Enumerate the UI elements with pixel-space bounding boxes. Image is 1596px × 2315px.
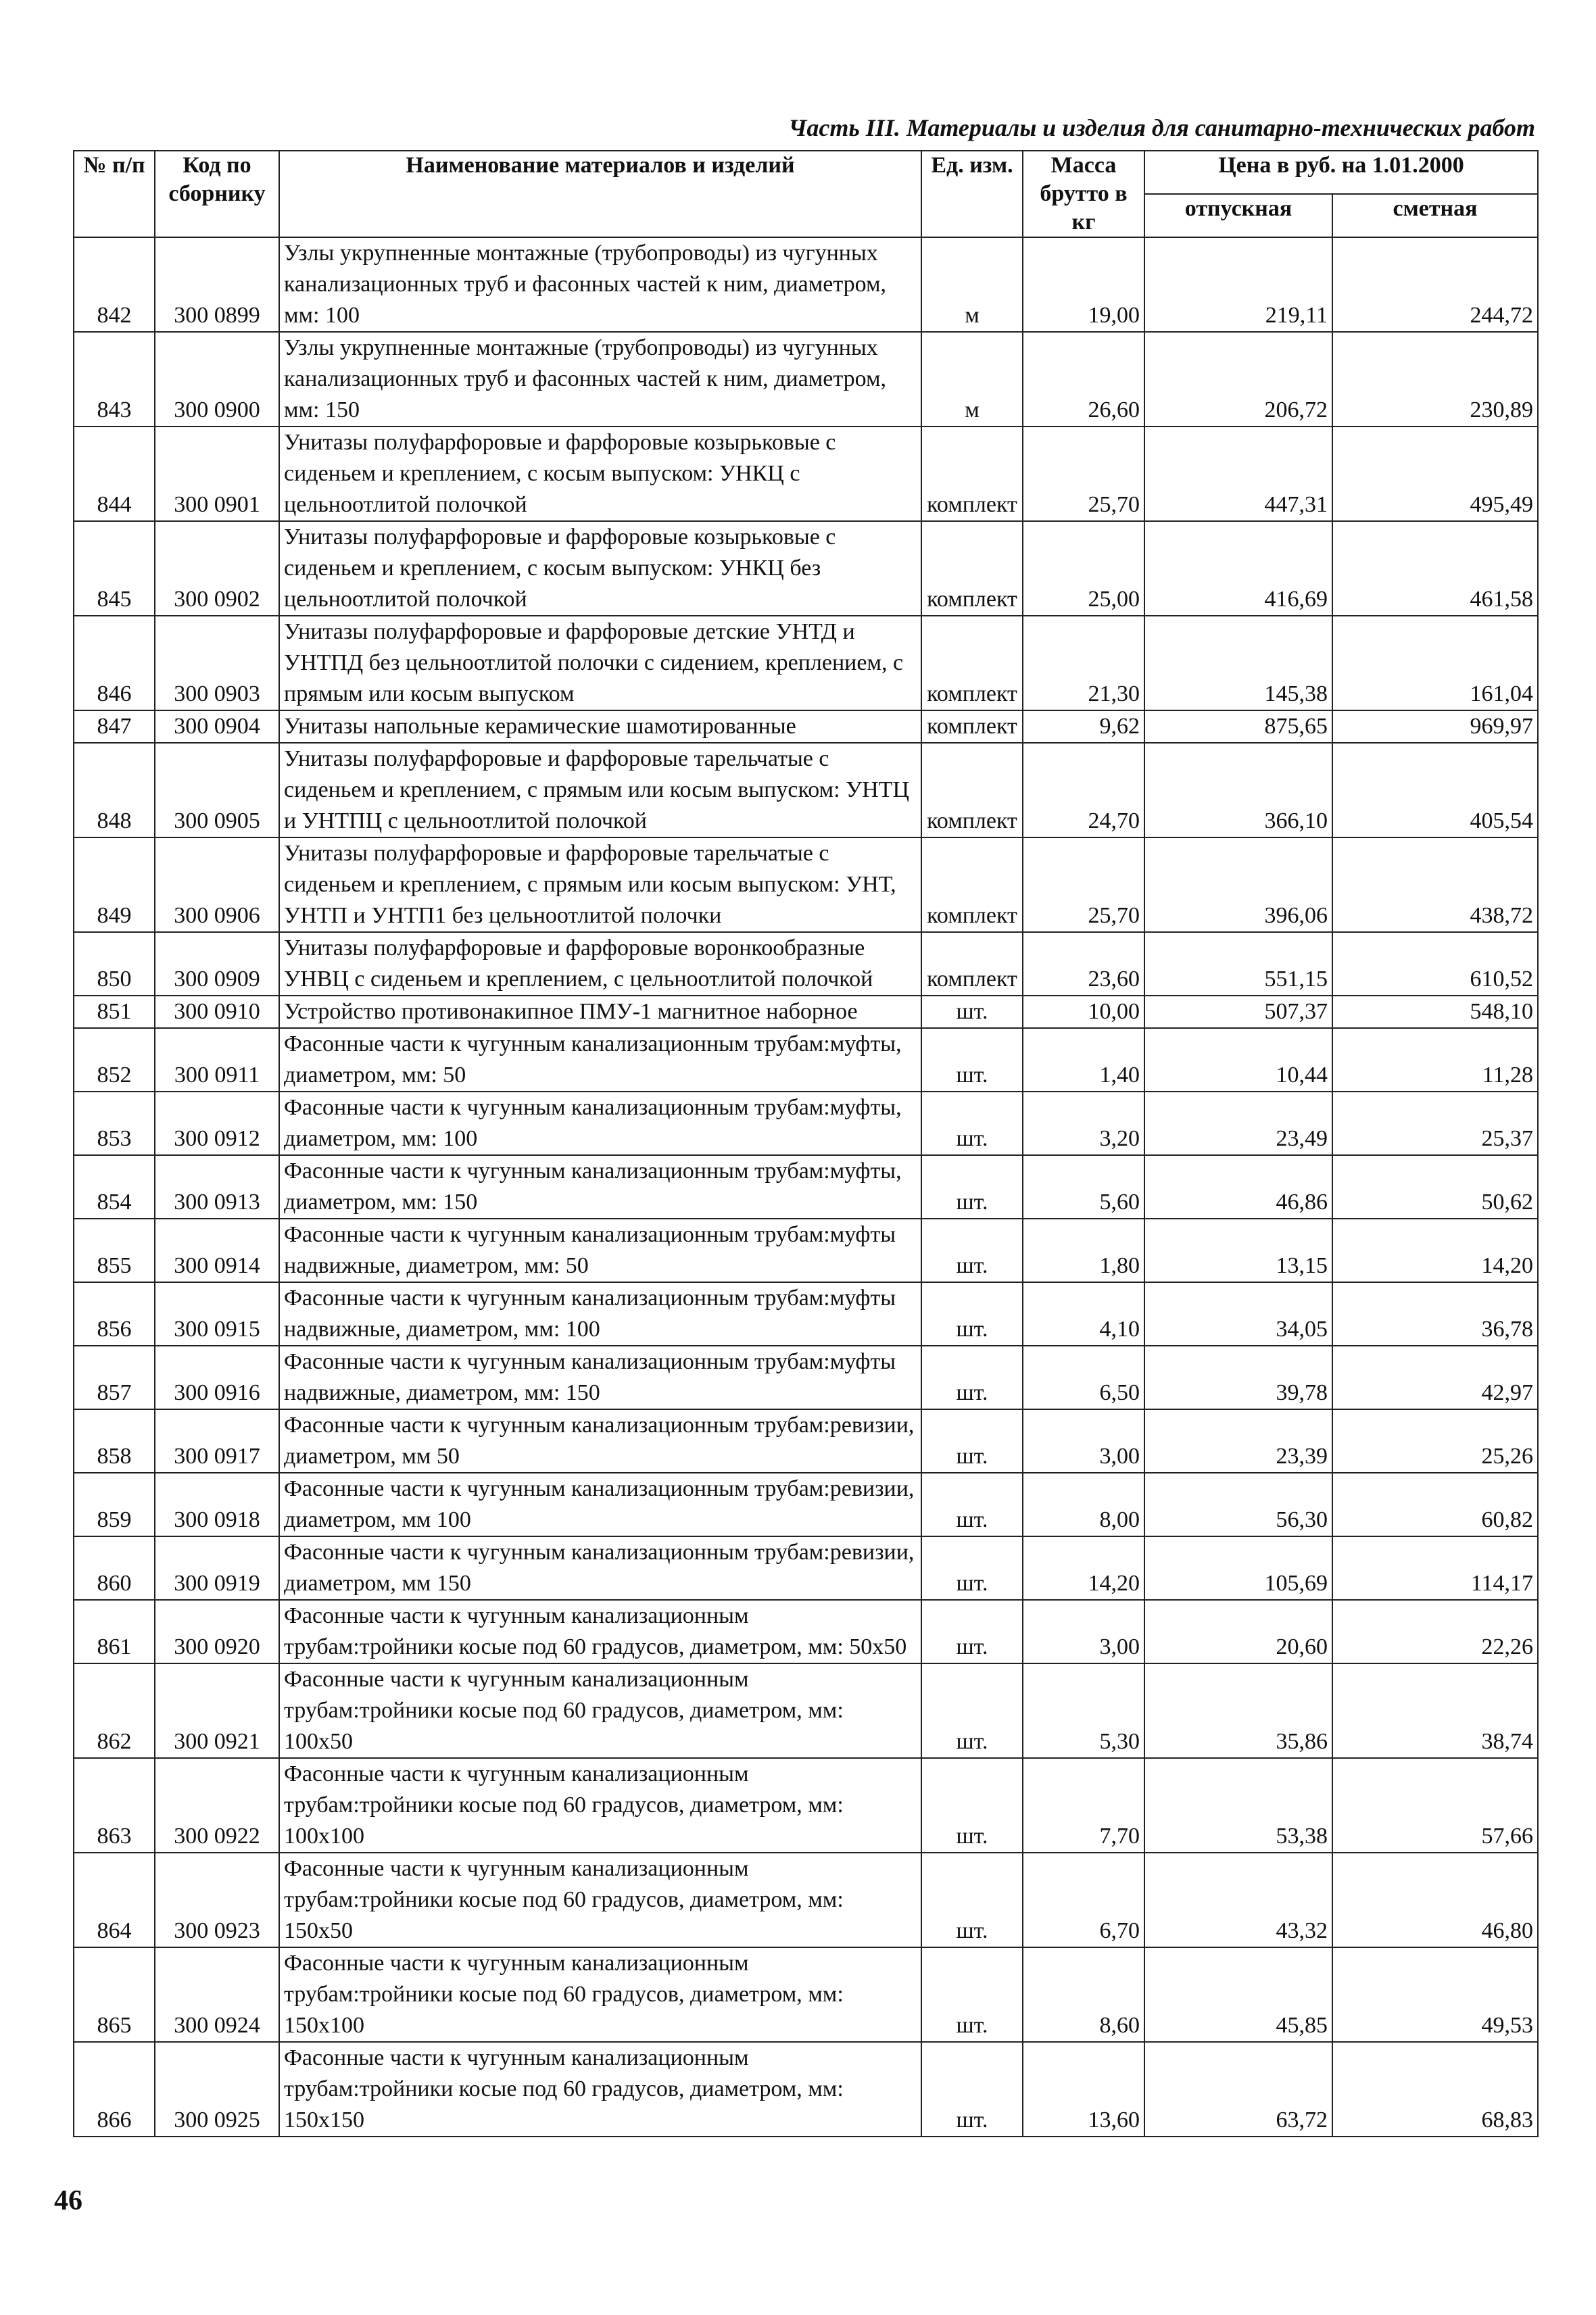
table-row [74, 1600, 1538, 1663]
row-price-estimate-cell: 22,26 [1332, 1600, 1538, 1663]
table-row [74, 427, 1538, 521]
row-name-cell: Узлы укрупненные монтажные (трубопроводы) из чугунных канализационных труб и фасонных частей к ним, диаметром, мм: 150 [279, 332, 921, 427]
row-price-release-cell: 35,86 [1144, 1663, 1332, 1758]
row-num-cell: 855 [74, 1219, 155, 1282]
row-num-cell: 850 [74, 932, 155, 996]
row-mass-cell: 14,20 [1023, 1536, 1144, 1600]
row-price-release-cell: 551,15 [1144, 932, 1332, 996]
table-row [74, 932, 1538, 996]
row-mass-cell: 4,10 [1023, 1282, 1144, 1346]
table-row [74, 2042, 1538, 2137]
row-price-release-cell: 396,06 [1144, 837, 1332, 932]
row-num-cell: 857 [74, 1346, 155, 1409]
row-mass-cell: 8,60 [1023, 1947, 1144, 2042]
price-table [73, 150, 1539, 2137]
row-price-release-cell: 39,78 [1144, 1346, 1332, 1409]
row-mass-cell: 23,60 [1023, 932, 1144, 996]
row-code-cell: 300 0915 [155, 1282, 279, 1346]
row-num-cell: 843 [74, 332, 155, 427]
table-row [74, 1282, 1538, 1346]
table-row [74, 1663, 1538, 1758]
row-price-estimate-cell: 461,58 [1332, 521, 1538, 616]
row-unit-cell: шт. [921, 1947, 1023, 2042]
row-code-cell: 300 0903 [155, 616, 279, 710]
row-name-cell: Фасонные части к чугунным канализационным трубам:муфты, диаметром, мм: 50 [279, 1028, 921, 1092]
col-header-price: Цена в руб. на 1.01.2000 [1144, 151, 1538, 194]
row-price-release-cell: 206,72 [1144, 332, 1332, 427]
page-number: 46 [54, 2185, 82, 2216]
running-head: Часть III. Материалы и изделия для санитарно-технических работ [788, 114, 1535, 141]
table-row [74, 996, 1538, 1028]
row-num-cell: 847 [74, 710, 155, 743]
col-header-mass: Масса брутто в кг [1023, 151, 1144, 237]
row-mass-cell: 1,40 [1023, 1028, 1144, 1092]
row-price-release-cell: 875,65 [1144, 710, 1332, 743]
col-header-price-estimate: сметная [1332, 194, 1538, 237]
row-num-cell: 852 [74, 1028, 155, 1092]
row-name-cell: Унитазы напольные керамические шамотированные [279, 710, 921, 743]
row-mass-cell: 19,00 [1023, 237, 1144, 332]
col-header-num: № п/п [74, 151, 155, 237]
row-num-cell: 856 [74, 1282, 155, 1346]
row-mass-cell: 6,70 [1023, 1853, 1144, 1947]
row-code-cell: 300 0901 [155, 427, 279, 521]
row-code-cell: 300 0916 [155, 1346, 279, 1409]
row-mass-cell: 5,60 [1023, 1155, 1144, 1219]
row-price-estimate-cell: 244,72 [1332, 237, 1538, 332]
row-num-cell: 844 [74, 427, 155, 521]
row-name-cell: Фасонные части к чугунным канализационным трубам:тройники косые под 60 градусов, диаметром, мм: 150x50 [279, 1853, 921, 1947]
row-name-cell: Фасонные части к чугунным канализационным трубам:тройники косые под 60 градусов, диаметром, мм: 100x50 [279, 1663, 921, 1758]
table-row [74, 1028, 1538, 1092]
row-name-cell: Фасонные части к чугунным канализационным трубам:тройники косые под 60 градусов, диаметром, мм: 150x150 [279, 2042, 921, 2137]
row-unit-cell: шт. [921, 1409, 1023, 1473]
row-name-cell: Унитазы полуфарфоровые и фарфоровые козырьковые с сиденьем и креплением, с косым выпуском: УНКЦ с цельноотлитой полочкой [279, 427, 921, 521]
table-row [74, 1947, 1538, 2042]
row-name-cell: Фасонные части к чугунным канализационным трубам:тройники косые под 60 градусов, диаметром, мм: 150x100 [279, 1947, 921, 2042]
row-price-release-cell: 13,15 [1144, 1219, 1332, 1282]
row-mass-cell: 7,70 [1023, 1758, 1144, 1853]
row-price-estimate-cell: 14,20 [1332, 1219, 1538, 1282]
row-name-cell: Фасонные части к чугунным канализационным трубам:ревизии, диаметром, мм 150 [279, 1536, 921, 1600]
row-unit-cell: шт. [921, 1282, 1023, 1346]
row-price-estimate-cell: 610,52 [1332, 932, 1538, 996]
table-row [74, 1219, 1538, 1282]
row-num-cell: 858 [74, 1409, 155, 1473]
row-name-cell: Унитазы полуфарфоровые и фарфоровые тарельчатые с сиденьем и креплением, с прямым или косым выпуском: УНТЦ и УНТПЦ с цельноотлитой полочкой [279, 743, 921, 837]
table-row [74, 332, 1538, 427]
table-body [74, 237, 1538, 2137]
row-unit-cell: шт. [921, 1028, 1023, 1092]
row-code-cell: 300 0899 [155, 237, 279, 332]
row-unit-cell: шт. [921, 1853, 1023, 1947]
row-unit-cell: шт. [921, 1758, 1023, 1853]
table-row [74, 1155, 1538, 1219]
row-num-cell: 853 [74, 1092, 155, 1155]
row-code-cell: 300 0902 [155, 521, 279, 616]
row-price-estimate-cell: 548,10 [1332, 996, 1538, 1028]
row-num-cell: 861 [74, 1600, 155, 1663]
row-price-release-cell: 56,30 [1144, 1473, 1332, 1536]
row-price-release-cell: 447,31 [1144, 427, 1332, 521]
row-name-cell: Фасонные части к чугунным канализационным трубам:ревизии, диаметром, мм 100 [279, 1473, 921, 1536]
row-num-cell: 849 [74, 837, 155, 932]
table-row [74, 1758, 1538, 1853]
row-code-cell: 300 0909 [155, 932, 279, 996]
row-price-release-cell: 23,49 [1144, 1092, 1332, 1155]
table-row [74, 743, 1538, 837]
row-unit-cell: комплект [921, 837, 1023, 932]
row-num-cell: 846 [74, 616, 155, 710]
row-price-release-cell: 366,10 [1144, 743, 1332, 837]
row-code-cell: 300 0906 [155, 837, 279, 932]
row-name-cell: Узлы укрупненные монтажные (трубопроводы) из чугунных канализационных труб и фасонных частей к ним, диаметром, мм: 100 [279, 237, 921, 332]
row-mass-cell: 21,30 [1023, 616, 1144, 710]
row-unit-cell: м [921, 237, 1023, 332]
row-mass-cell: 9,62 [1023, 710, 1144, 743]
row-price-estimate-cell: 161,04 [1332, 616, 1538, 710]
row-name-cell: Унитазы полуфарфоровые и фарфоровые козырьковые с сиденьем и креплением, с косым выпуском: УНКЦ без цельноотлитой полочкой [279, 521, 921, 616]
row-code-cell: 300 0911 [155, 1028, 279, 1092]
row-unit-cell: шт. [921, 1219, 1023, 1282]
table-row [74, 616, 1538, 710]
row-name-cell: Фасонные части к чугунным канализационным трубам:муфты надвижные, диаметром, мм: 150 [279, 1346, 921, 1409]
row-num-cell: 859 [74, 1473, 155, 1536]
row-code-cell: 300 0925 [155, 2042, 279, 2137]
table-row [74, 1473, 1538, 1536]
row-unit-cell: шт. [921, 2042, 1023, 2137]
row-unit-cell: шт. [921, 1600, 1023, 1663]
row-mass-cell: 3,20 [1023, 1092, 1144, 1155]
row-price-estimate-cell: 38,74 [1332, 1663, 1538, 1758]
table-row [74, 837, 1538, 932]
table-row [74, 521, 1538, 616]
row-mass-cell: 13,60 [1023, 2042, 1144, 2137]
row-price-estimate-cell: 46,80 [1332, 1853, 1538, 1947]
row-price-estimate-cell: 230,89 [1332, 332, 1538, 427]
row-name-cell: Унитазы полуфарфоровые и фарфоровые тарельчатые с сиденьем и креплением, с прямым или косым выпуском: УНТ, УНТП и УНТП1 без цельноотлитой полочки [279, 837, 921, 932]
row-price-estimate-cell: 11,28 [1332, 1028, 1538, 1092]
row-unit-cell: комплект [921, 743, 1023, 837]
row-num-cell: 860 [74, 1536, 155, 1600]
row-mass-cell: 10,00 [1023, 996, 1144, 1028]
row-price-release-cell: 105,69 [1144, 1536, 1332, 1600]
row-mass-cell: 3,00 [1023, 1600, 1144, 1663]
row-mass-cell: 25,00 [1023, 521, 1144, 616]
row-price-estimate-cell: 36,78 [1332, 1282, 1538, 1346]
row-mass-cell: 5,30 [1023, 1663, 1144, 1758]
table-row [74, 1092, 1538, 1155]
row-price-estimate-cell: 114,17 [1332, 1536, 1538, 1600]
row-num-cell: 864 [74, 1853, 155, 1947]
row-mass-cell: 8,00 [1023, 1473, 1144, 1536]
row-mass-cell: 1,80 [1023, 1219, 1144, 1282]
row-price-release-cell: 45,85 [1144, 1947, 1332, 2042]
row-price-estimate-cell: 438,72 [1332, 837, 1538, 932]
row-name-cell: Фасонные части к чугунным канализационным трубам:ревизии, диаметром, мм 50 [279, 1409, 921, 1473]
row-price-release-cell: 507,37 [1144, 996, 1332, 1028]
row-unit-cell: шт. [921, 1536, 1023, 1600]
row-name-cell: Фасонные части к чугунным канализационным трубам:муфты, диаметром, мм: 150 [279, 1155, 921, 1219]
table-row [74, 237, 1538, 332]
row-price-estimate-cell: 25,37 [1332, 1092, 1538, 1155]
row-price-estimate-cell: 50,62 [1332, 1155, 1538, 1219]
row-price-estimate-cell: 405,54 [1332, 743, 1538, 837]
table-row [74, 710, 1538, 743]
row-price-release-cell: 34,05 [1144, 1282, 1332, 1346]
row-unit-cell: шт. [921, 1155, 1023, 1219]
row-num-cell: 848 [74, 743, 155, 837]
row-unit-cell: шт. [921, 996, 1023, 1028]
row-name-cell: Унитазы полуфарфоровые и фарфоровые воронкообразные УНВЦ с сиденьем и креплением, с цельноотлитой полочкой [279, 932, 921, 996]
row-num-cell: 865 [74, 1947, 155, 2042]
row-unit-cell: комплект [921, 710, 1023, 743]
row-code-cell: 300 0905 [155, 743, 279, 837]
row-num-cell: 866 [74, 2042, 155, 2137]
row-mass-cell: 26,60 [1023, 332, 1144, 427]
row-price-release-cell: 53,38 [1144, 1758, 1332, 1853]
row-code-cell: 300 0900 [155, 332, 279, 427]
row-price-release-cell: 219,11 [1144, 237, 1332, 332]
col-header-code: Код по сборнику [155, 151, 279, 237]
row-code-cell: 300 0923 [155, 1853, 279, 1947]
row-name-cell: Фасонные части к чугунным канализационным трубам:муфты надвижные, диаметром, мм: 50 [279, 1219, 921, 1282]
row-num-cell: 842 [74, 237, 155, 332]
row-unit-cell: шт. [921, 1663, 1023, 1758]
row-price-estimate-cell: 42,97 [1332, 1346, 1538, 1409]
row-mass-cell: 24,70 [1023, 743, 1144, 837]
row-code-cell: 300 0917 [155, 1409, 279, 1473]
row-num-cell: 863 [74, 1758, 155, 1853]
row-mass-cell: 3,00 [1023, 1409, 1144, 1473]
row-code-cell: 300 0914 [155, 1219, 279, 1282]
row-name-cell: Фасонные части к чугунным канализационным трубам:муфты надвижные, диаметром, мм: 100 [279, 1282, 921, 1346]
row-name-cell: Фасонные части к чугунным канализационным трубам:тройники косые под 60 градусов, диаметром, мм: 100x100 [279, 1758, 921, 1853]
col-header-price-release: отпускная [1144, 194, 1332, 237]
table-row [74, 1853, 1538, 1947]
row-mass-cell: 6,50 [1023, 1346, 1144, 1409]
row-name-cell: Устройство противонакипное ПМУ-1 магнитное наборное [279, 996, 921, 1028]
row-unit-cell: шт. [921, 1473, 1023, 1536]
row-code-cell: 300 0922 [155, 1758, 279, 1853]
row-code-cell: 300 0920 [155, 1600, 279, 1663]
table-row [74, 1346, 1538, 1409]
col-header-name: Наименование материалов и изделий [279, 151, 921, 237]
row-unit-cell: комплект [921, 427, 1023, 521]
table-row [74, 1409, 1538, 1473]
row-price-release-cell: 20,60 [1144, 1600, 1332, 1663]
row-num-cell: 845 [74, 521, 155, 616]
row-mass-cell: 25,70 [1023, 427, 1144, 521]
row-price-release-cell: 145,38 [1144, 616, 1332, 710]
row-price-release-cell: 46,86 [1144, 1155, 1332, 1219]
row-price-estimate-cell: 60,82 [1332, 1473, 1538, 1536]
row-price-release-cell: 63,72 [1144, 2042, 1332, 2137]
row-code-cell: 300 0913 [155, 1155, 279, 1219]
row-code-cell: 300 0904 [155, 710, 279, 743]
row-unit-cell: комплект [921, 616, 1023, 710]
row-unit-cell: шт. [921, 1092, 1023, 1155]
row-price-estimate-cell: 25,26 [1332, 1409, 1538, 1473]
row-price-estimate-cell: 68,83 [1332, 2042, 1538, 2137]
row-price-release-cell: 43,32 [1144, 1853, 1332, 1947]
row-price-estimate-cell: 495,49 [1332, 427, 1538, 521]
row-num-cell: 854 [74, 1155, 155, 1219]
row-unit-cell: комплект [921, 521, 1023, 616]
row-price-estimate-cell: 969,97 [1332, 710, 1538, 743]
row-price-release-cell: 416,69 [1144, 521, 1332, 616]
table-row [74, 1536, 1538, 1600]
row-unit-cell: комплект [921, 932, 1023, 996]
row-code-cell: 300 0924 [155, 1947, 279, 2042]
row-price-estimate-cell: 57,66 [1332, 1758, 1538, 1853]
row-code-cell: 300 0910 [155, 996, 279, 1028]
row-price-estimate-cell: 49,53 [1332, 1947, 1538, 2042]
row-code-cell: 300 0919 [155, 1536, 279, 1600]
header-row [74, 151, 1538, 194]
row-num-cell: 862 [74, 1663, 155, 1758]
row-num-cell: 851 [74, 996, 155, 1028]
row-code-cell: 300 0912 [155, 1092, 279, 1155]
row-code-cell: 300 0921 [155, 1663, 279, 1758]
row-code-cell: 300 0918 [155, 1473, 279, 1536]
row-price-release-cell: 10,44 [1144, 1028, 1332, 1092]
row-unit-cell: м [921, 332, 1023, 427]
row-mass-cell: 25,70 [1023, 837, 1144, 932]
row-price-release-cell: 23,39 [1144, 1409, 1332, 1473]
row-name-cell: Фасонные части к чугунным канализационным трубам:муфты, диаметром, мм: 100 [279, 1092, 921, 1155]
col-header-unit: Ед. изм. [921, 151, 1023, 237]
row-name-cell: Фасонные части к чугунным канализационным трубам:тройники косые под 60 градусов, диаметром, мм: 50x50 [279, 1600, 921, 1663]
row-name-cell: Унитазы полуфарфоровые и фарфоровые детские УНТД и УНТПД без цельноотлитой полочки с сидением, креплением, с прямым или косым выпуском [279, 616, 921, 710]
row-unit-cell: шт. [921, 1346, 1023, 1409]
